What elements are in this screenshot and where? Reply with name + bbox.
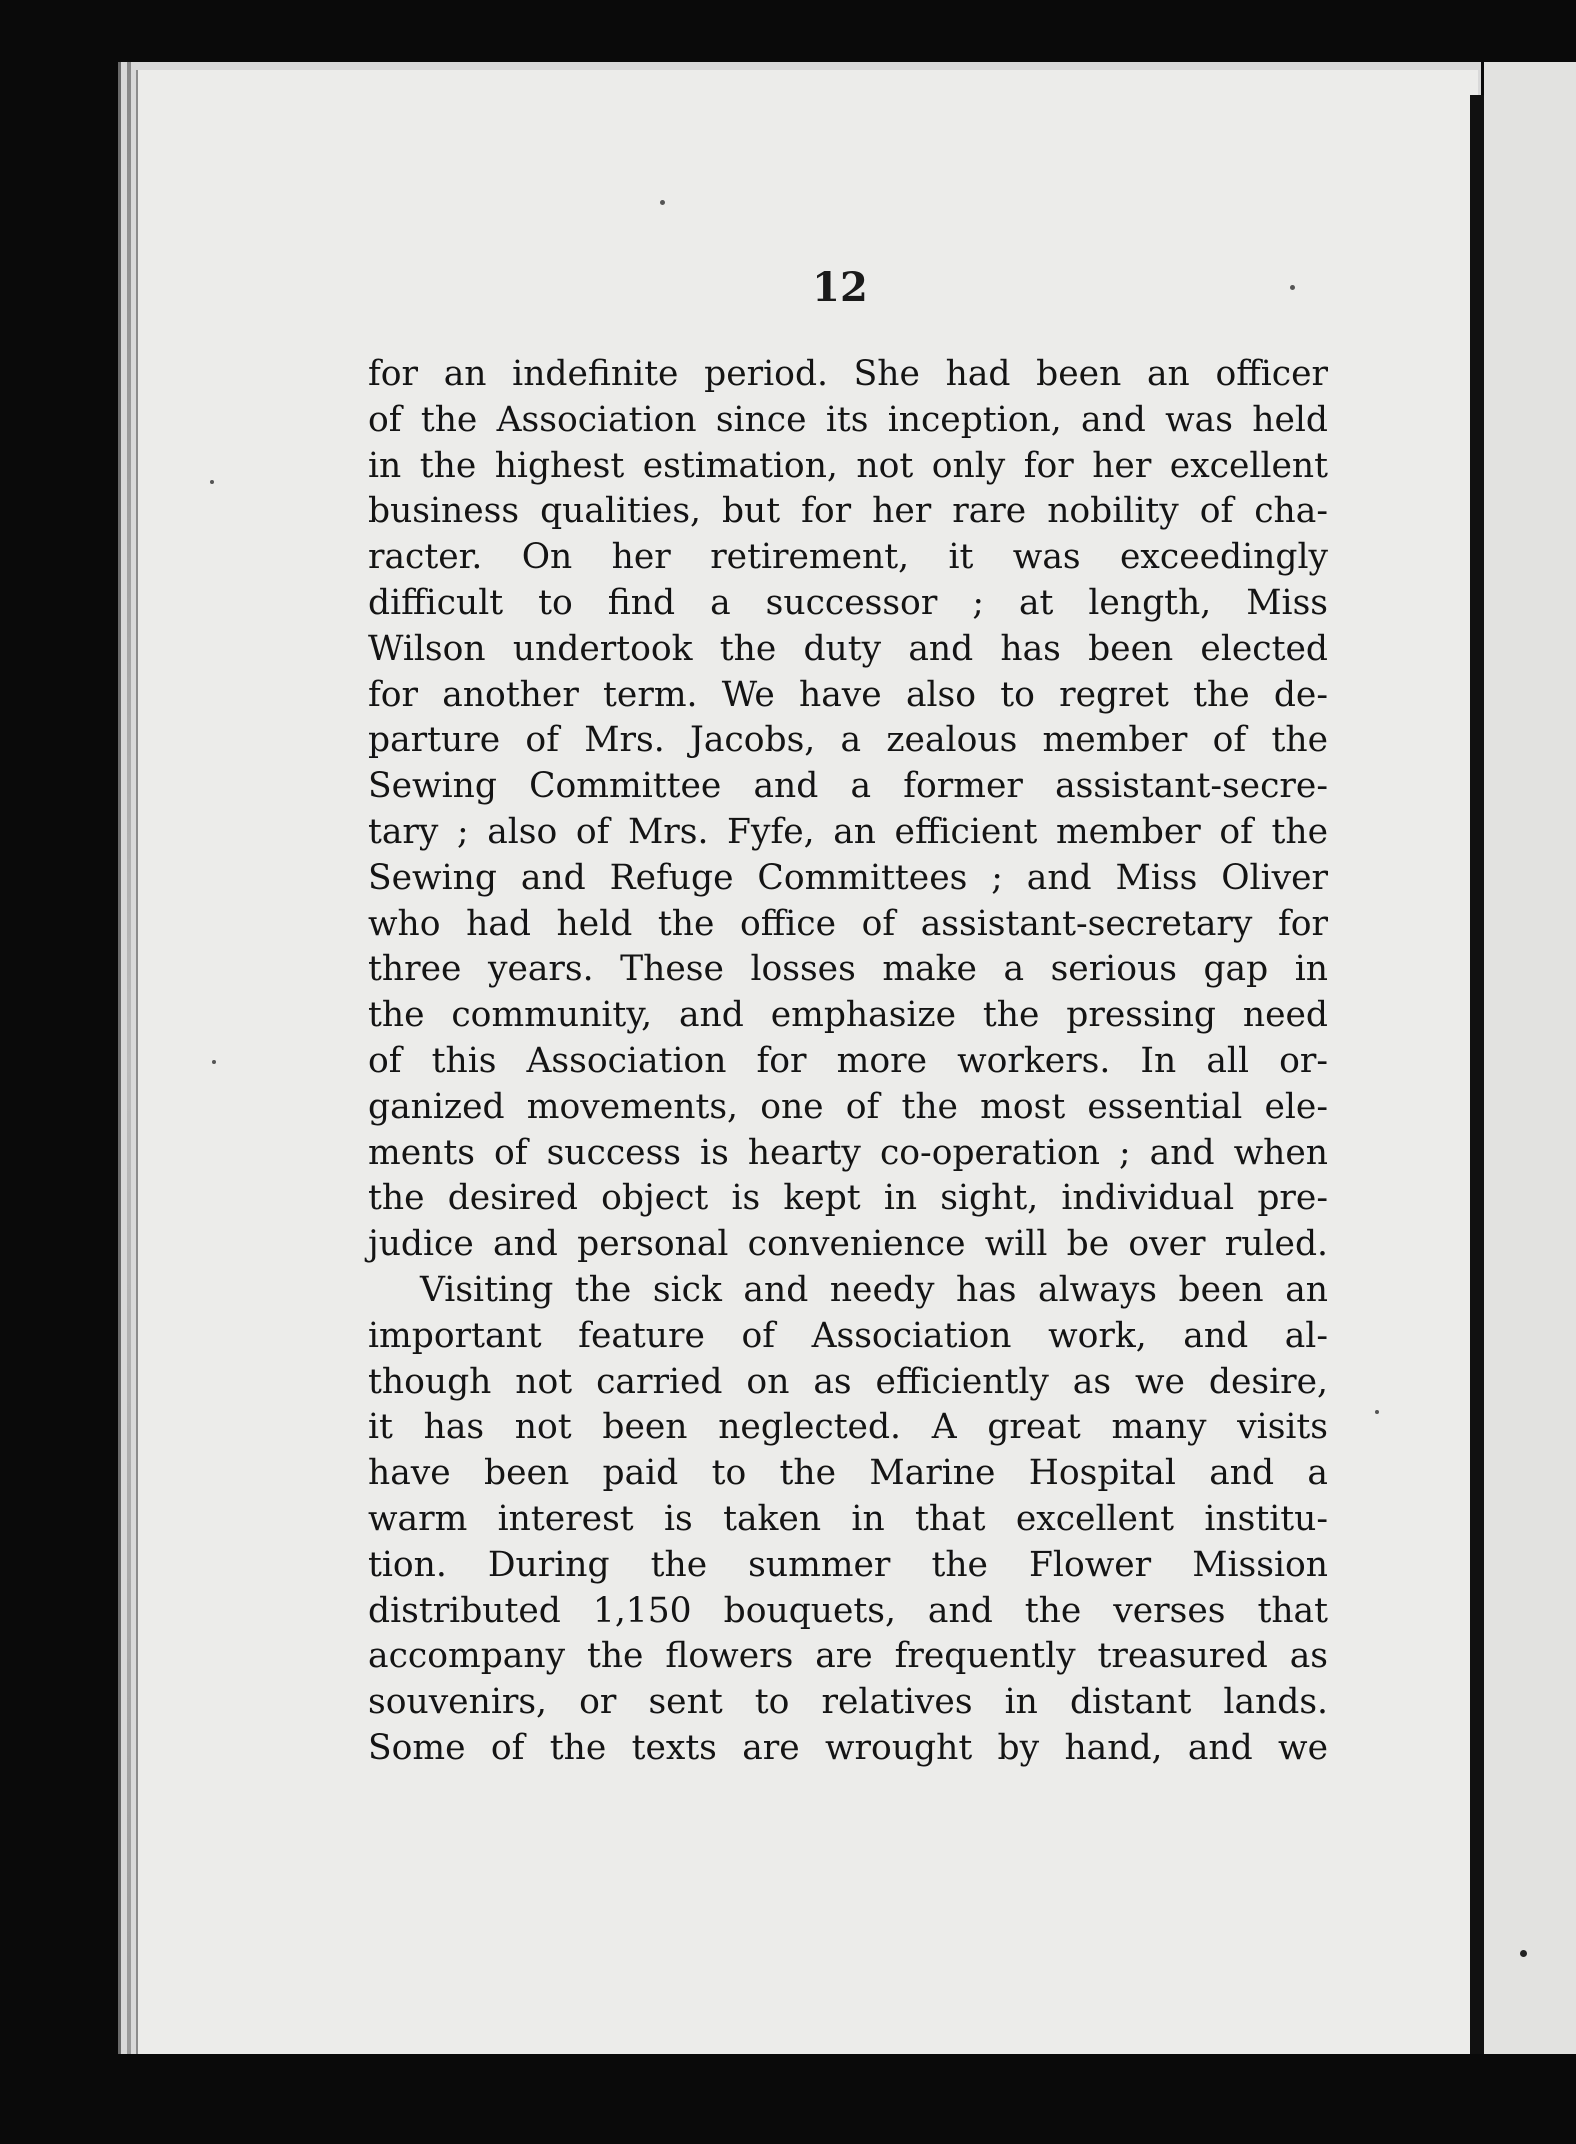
text-line: racter. On her retirement, it was exceedingly xyxy=(368,537,1328,578)
facing-page-edge xyxy=(1484,62,1576,2062)
text-line: of this Association for more workers. In all or- xyxy=(368,1040,1328,1081)
text-line: for another term. We have also to regret the de- xyxy=(368,674,1328,715)
text-line: souvenirs, or sent to relatives in distant lands. xyxy=(368,1682,1328,1723)
text-line: Wilson undertook the duty and has been elected xyxy=(368,628,1328,669)
text-line: warm interest is taken in that excellent institu- xyxy=(368,1498,1328,1539)
text-line: who had held the office of assistant-secretary for xyxy=(368,903,1328,944)
text-line: Visiting the sick and needy has always been an xyxy=(420,1269,1328,1310)
text-line: tion. During the summer the Flower Mission xyxy=(368,1544,1328,1585)
page-number: 12 xyxy=(812,264,868,311)
scan-speck xyxy=(1290,285,1295,290)
text-line: parture of Mrs. Jacobs, a zealous member of the xyxy=(368,720,1328,761)
scan-bottom-border xyxy=(118,2054,1576,2144)
text-line: ments of success is hearty co-operation ; and when xyxy=(368,1132,1328,1173)
text-line: Some of the texts are wrought by hand, and we xyxy=(368,1727,1328,1768)
scan-speck xyxy=(660,200,665,205)
text-line: three years. These losses make a serious gap in xyxy=(368,949,1328,990)
scan-speck xyxy=(1520,1950,1527,1957)
text-line: accompany the flowers are frequently treasured as xyxy=(368,1636,1328,1677)
text-line: difficult to find a successor ; at length, Miss xyxy=(368,582,1328,623)
text-line: have been paid to the Marine Hospital and a xyxy=(368,1453,1328,1494)
text-line: important feature of Association work, and al- xyxy=(368,1315,1328,1356)
text-line: judice and personal convenience will be over ruled. xyxy=(368,1224,1328,1265)
text-line: business qualities, but for her rare nobility of cha- xyxy=(368,491,1328,532)
text-line: for an indefinite period. She had been an officer xyxy=(368,354,1328,394)
text-line: though not carried on as efficiently as we desire, xyxy=(368,1361,1328,1402)
text-line: ganized movements, one of the most essential ele- xyxy=(368,1086,1328,1127)
text-line: the community, and emphasize the pressing need xyxy=(368,995,1328,1036)
text-line: Sewing Committee and a former assistant-secre- xyxy=(368,766,1328,807)
scan-speck xyxy=(1375,1410,1379,1414)
scan-speck xyxy=(212,1060,216,1064)
text-line: of the Association since its inception, and was held xyxy=(368,399,1328,440)
text-line: the desired object is kept in sight, individual pre- xyxy=(368,1178,1328,1219)
text-line: Sewing and Refuge Committees ; and Miss Oliver xyxy=(368,857,1328,898)
text-line: in the highest estimation, not only for her excellent xyxy=(368,445,1328,486)
scan-speck xyxy=(210,480,214,484)
body-text xyxy=(368,352,1328,1772)
text-line: it has not been neglected. A great many visits xyxy=(368,1407,1328,1448)
text-line: tary ; also of Mrs. Fyfe, an efficient member of the xyxy=(368,811,1328,852)
text-line: distributed 1,150 bouquets, and the verses that xyxy=(368,1590,1328,1631)
gutter-rule xyxy=(1470,95,1484,2055)
